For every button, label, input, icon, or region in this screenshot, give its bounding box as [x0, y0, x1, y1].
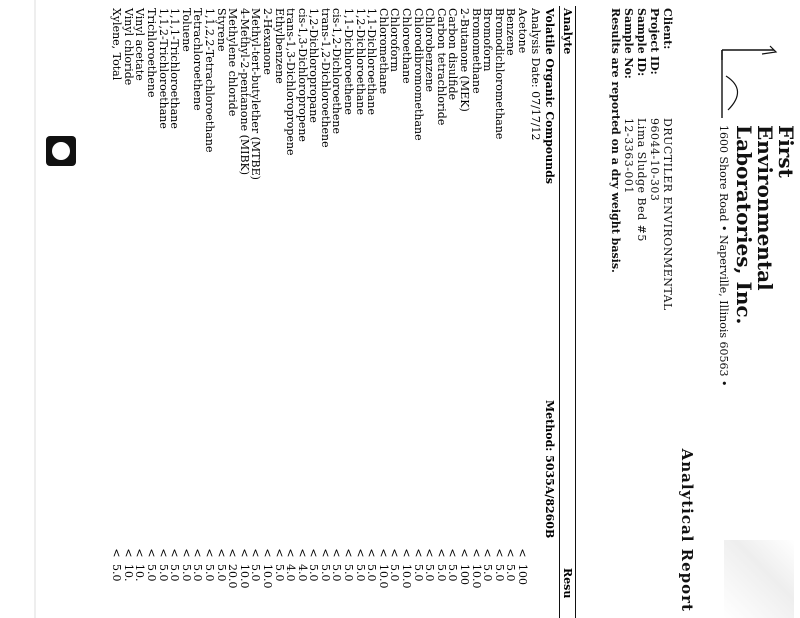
result-value: 5.0 — [481, 564, 495, 582]
table-row — [505, 8, 517, 618]
analyte-name: cis-1,3-Dichloropropene — [295, 8, 309, 142]
result-value: 5.0 — [110, 564, 124, 582]
less-than-qualifier: < — [249, 548, 263, 558]
table-row — [308, 8, 320, 618]
section-title: Volatile Organic Compounds — [543, 8, 556, 184]
result-value: 4.0 — [284, 564, 298, 582]
table-header-rule — [559, 6, 560, 618]
analyte-name: Ethylbenzene — [272, 8, 286, 84]
analyte-name: Chloroethane — [400, 8, 414, 84]
table-top-rule — [575, 6, 576, 618]
result-value: 10.0 — [400, 564, 414, 589]
table-row — [157, 8, 169, 618]
analyte-name: 2-Hexanone — [260, 8, 274, 75]
result-value: 5.0 — [318, 564, 332, 582]
less-than-qualifier: < — [272, 548, 286, 558]
result-value: 5.0 — [353, 564, 367, 582]
table-row — [273, 8, 285, 618]
analyte-name: Bromodichloromethane — [492, 8, 506, 140]
meta-row-client — [661, 8, 674, 311]
analyte-name: trans-1,2-Dichloroethene — [318, 8, 332, 148]
table-row — [296, 8, 308, 618]
meta-row-project — [648, 8, 661, 311]
less-than-qualifier: < — [330, 548, 344, 558]
result-value: 5.0 — [307, 564, 321, 582]
table-row — [285, 8, 297, 618]
analyte-name: Carbon disulfide — [446, 8, 460, 101]
results-table — [111, 8, 528, 618]
table-row — [169, 8, 181, 618]
analyte-name: trans-1,3-Dichloropropene — [284, 8, 298, 156]
less-than-qualifier: < — [110, 548, 124, 558]
result-value: 10.0 — [376, 564, 390, 589]
analyte-name: Acetone — [516, 8, 529, 54]
analyte-name: cis-1,2-Dichloroethene — [330, 8, 344, 134]
result-value: 5.0 — [388, 564, 402, 582]
analyte-name: Styrene — [214, 8, 228, 52]
table-row — [377, 8, 389, 618]
table-row — [412, 8, 424, 618]
analyte-name: Chloromethane — [376, 8, 390, 95]
analyte-name: Toluene — [179, 8, 193, 52]
report-title: Analytical Report — [678, 448, 696, 612]
result-value: 5.0 — [168, 564, 182, 582]
analyte-name: Vinyl acetate — [133, 8, 147, 81]
result-value: 100 — [458, 564, 472, 585]
table-row — [424, 8, 436, 618]
table-row — [215, 8, 227, 618]
meta-label: Project ID: — [648, 8, 661, 75]
table-row — [122, 8, 134, 618]
table-row — [400, 8, 412, 618]
less-than-qualifier: < — [434, 548, 448, 558]
meta-label: Client: — [661, 8, 674, 50]
less-than-qualifier: < — [318, 548, 332, 558]
less-than-qualifier: < — [145, 548, 158, 558]
table-row — [447, 8, 459, 618]
result-value: 5.0 — [434, 564, 448, 582]
analyte-name: 1,2-Dichloropropane — [307, 8, 321, 123]
table-row — [261, 8, 273, 618]
less-than-qualifier: < — [202, 548, 216, 558]
analyte-name: Chlorobenzene — [423, 8, 437, 93]
less-than-qualifier: < — [168, 548, 182, 558]
analyte-name: Methyl-tert-butylether (MTBE) — [249, 8, 263, 180]
company-address: 1600 Shore Road • Naperville, Illinois 60563 • — [717, 125, 730, 387]
results-note: Results are reported on a dry weight basis. — [609, 8, 622, 273]
table-row — [482, 8, 494, 618]
result-value: 5.0 — [504, 564, 518, 582]
less-than-qualifier: < — [481, 548, 495, 558]
analyte-name: Bromoform — [481, 8, 495, 72]
table-row — [238, 8, 250, 618]
table-row — [180, 8, 192, 618]
less-than-qualifier: < — [156, 548, 170, 558]
result-value: 10. — [133, 564, 147, 582]
meta-row-sample-no — [622, 8, 635, 311]
less-than-qualifier: < — [284, 548, 298, 558]
table-row — [458, 8, 470, 618]
result-value: 5.0 — [423, 564, 437, 582]
table-row — [470, 8, 482, 618]
analyte-name: 1,1,1-Trichloroethane — [168, 8, 182, 129]
result-value: 5.0 — [446, 564, 460, 582]
analyte-name: Benzene — [504, 8, 518, 56]
letterhead — [717, 0, 800, 618]
result-value: 5.0 — [191, 564, 205, 582]
table-row — [343, 8, 355, 618]
analyte-name: 1,1,2,2-Tetrachloroethane — [202, 8, 216, 153]
company-name-line2: Environmental — [753, 125, 777, 291]
result-value: 5.0 — [330, 564, 344, 582]
result-value: 10.0 — [469, 564, 483, 589]
meta-value: Lima Sludge Bed #5 — [635, 118, 648, 242]
result-value: 5.0 — [342, 564, 356, 582]
result-value: 10. — [121, 564, 135, 582]
column-header-analyte: Analyte — [561, 8, 574, 55]
analyte-name: Trichloroethene — [145, 8, 158, 98]
result-value: 5.0 — [365, 564, 379, 582]
less-than-qualifier: < — [353, 548, 367, 558]
analyte-name: Chloroform — [388, 8, 402, 72]
analyte-name: 1,1,2-Trichloroethane — [156, 8, 170, 129]
less-than-qualifier: < — [214, 548, 228, 558]
less-than-qualifier: < — [446, 548, 460, 558]
less-than-qualifier: < — [295, 548, 309, 558]
result-value: 5.0 — [202, 564, 216, 582]
result-value: 5.0 — [156, 564, 170, 582]
result-value: 5.0 — [272, 564, 286, 582]
table-row — [331, 8, 343, 618]
analyte-name: Tetrachloroethene — [191, 8, 205, 111]
company-name — [733, 125, 796, 325]
meta-label: Sample No: — [622, 8, 635, 79]
table-row — [354, 8, 366, 618]
less-than-qualifier: < — [226, 548, 240, 558]
result-value: 5.0 — [214, 564, 228, 582]
less-than-qualifier: < — [423, 548, 437, 558]
less-than-qualifier: < — [191, 548, 205, 558]
meta-value: 96044-10-303 — [648, 118, 661, 202]
table-row — [319, 8, 331, 618]
table-row — [516, 8, 528, 618]
table-row — [134, 8, 146, 618]
result-value: 4.0 — [295, 564, 309, 582]
less-than-qualifier: < — [365, 548, 379, 558]
less-than-qualifier: < — [121, 548, 135, 558]
analyte-name: Carbon tetrachloride — [434, 8, 448, 126]
company-logo-icon — [720, 40, 782, 120]
table-row — [145, 8, 157, 618]
table-row — [389, 8, 401, 618]
analyte-name: Vinyl chloride — [121, 8, 135, 86]
result-value: 20.0 — [226, 564, 240, 589]
analyte-name: Bromomethane — [469, 8, 483, 94]
result-value: 5.0 — [145, 564, 158, 582]
table-row — [435, 8, 447, 618]
sample-metadata — [609, 8, 674, 311]
analyte-name: 1,1-Dichloroethene — [342, 8, 356, 115]
less-than-qualifier: < — [342, 548, 356, 558]
analyte-name: 4-Methyl-2-pentanone (MIBK) — [237, 8, 251, 176]
less-than-qualifier: < — [237, 548, 251, 558]
less-than-qualifier: < — [411, 548, 425, 558]
analyte-name: Xylene, Total — [110, 8, 124, 81]
less-than-qualifier: < — [458, 548, 472, 558]
meta-row-sample-id — [635, 8, 648, 311]
less-than-qualifier: < — [469, 548, 483, 558]
table-row — [366, 8, 378, 618]
meta-label: Sample ID: — [635, 8, 648, 77]
table-row — [192, 8, 204, 618]
less-than-qualifier: < — [179, 548, 193, 558]
method-label: Method: 5035A/8260B — [543, 400, 556, 539]
less-than-qualifier: < — [516, 548, 529, 558]
table-row — [203, 8, 215, 618]
less-than-qualifier: < — [504, 548, 518, 558]
table-row — [111, 8, 123, 618]
less-than-qualifier: < — [400, 548, 414, 558]
table-row — [227, 8, 239, 618]
result-value: 5.0 — [249, 564, 263, 582]
meta-value: DRUCTILER ENVIRONMENTAL — [661, 118, 674, 311]
analysis-date: Analysis Date: 07/17/12 — [529, 8, 542, 141]
analyte-name: 1,2-Dichloroethane — [353, 8, 367, 115]
result-value: 10.0 — [260, 564, 274, 589]
company-name-line3: Laboratories, Inc. — [732, 125, 756, 325]
table-row — [250, 8, 262, 618]
analyte-name: Chlorodibromomethane — [411, 8, 425, 141]
analyte-name: 1,1-Dichloroethane — [365, 8, 379, 115]
analyte-name: 2-Butanone (MEK) — [458, 8, 472, 112]
less-than-qualifier: < — [492, 548, 506, 558]
analyte-name: Methylene chloride — [226, 8, 240, 117]
company-name-line1: First — [774, 125, 798, 178]
less-than-qualifier: < — [260, 548, 274, 558]
less-than-qualifier: < — [376, 548, 390, 558]
table-row — [493, 8, 505, 618]
less-than-qualifier: < — [388, 548, 402, 558]
result-value: 5.0 — [411, 564, 425, 582]
less-than-qualifier: < — [133, 548, 147, 558]
result-value: 5.0 — [179, 564, 193, 582]
result-value: 10.0 — [237, 564, 251, 589]
result-value: 5.0 — [492, 564, 506, 582]
result-value: 100 — [516, 564, 529, 585]
less-than-qualifier: < — [307, 548, 321, 558]
results-note-row — [609, 8, 622, 311]
meta-value: 12-3363-001 — [622, 118, 635, 194]
column-header-result: Resu — [561, 568, 574, 599]
